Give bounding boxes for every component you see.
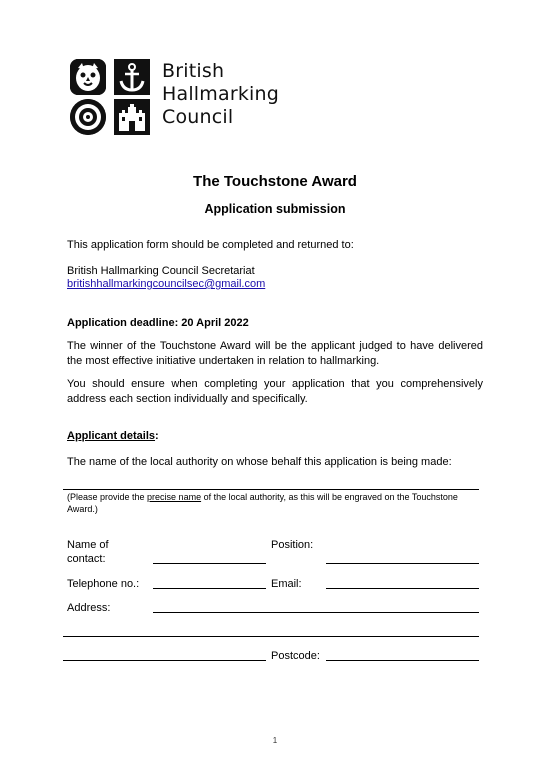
anchor-icon (114, 59, 150, 95)
paragraph-award-criteria: The winner of the Touchstone Award will be the applicant judged to have delivered the most effective initiative undertaken in relation to hallmarking. (67, 340, 483, 367)
authority-name-note (67, 491, 483, 515)
authority-name-field[interactable] (63, 489, 479, 490)
contact-name-field[interactable] (153, 563, 266, 564)
castle-icon (114, 99, 150, 135)
address-field-line-1[interactable] (153, 612, 479, 613)
contact-name-label-line-1: Name of (67, 539, 109, 551)
note-part-2: of the local authority, as this will be engraved on the Touchstone Award.) (67, 492, 458, 514)
authority-prompt: The name of the local authority on whose behalf this application is being made: (67, 456, 452, 468)
postcode-field[interactable] (326, 660, 479, 661)
note-precise-name: precise name (147, 492, 202, 502)
applicant-details-heading-text: Applicant details (67, 430, 156, 442)
council-logo (70, 59, 150, 135)
email-label: Email: (271, 578, 302, 590)
note-part-1: (Please provide the (67, 492, 148, 502)
page-title: The Touchstone Award (193, 173, 357, 190)
tudor-rose-icon (70, 99, 106, 135)
telephone-field[interactable] (153, 588, 266, 589)
wordmark-line-3: Council (162, 106, 234, 128)
address-field-line-2[interactable] (63, 636, 479, 637)
deadline: Application deadline: 20 April 2022 (67, 317, 249, 329)
email-field[interactable] (326, 588, 479, 589)
contact-name-label-line-2: contact: (67, 553, 106, 565)
secretariat-email-link[interactable]: britishhallmarkingcouncilsec@gmail.com (67, 278, 266, 290)
contact-name-label (67, 538, 109, 566)
wordmark-line-1: British (162, 60, 225, 82)
page-subtitle: Application submission (204, 202, 346, 216)
leopard-head-icon (70, 59, 106, 95)
applicant-details-colon: : (155, 430, 159, 442)
paragraph-instructions: You should ensure when completing your application that you comprehensively address each section individually and specifically. (67, 378, 483, 405)
address-label: Address: (67, 602, 111, 614)
intro-text: This application form should be completed and returned to: (67, 239, 354, 251)
secretariat-name: British Hallmarking Council Secretariat (67, 265, 255, 277)
council-wordmark (162, 60, 279, 129)
postcode-label: Postcode: (271, 650, 320, 662)
position-field[interactable] (326, 563, 479, 564)
applicant-details-heading (67, 429, 483, 444)
page-number: 1 (272, 736, 278, 745)
wordmark-line-2: Hallmarking (162, 83, 280, 105)
position-label: Position: (271, 539, 314, 551)
telephone-label: Telephone no.: (67, 578, 140, 590)
address-field-line-3[interactable] (63, 660, 266, 661)
